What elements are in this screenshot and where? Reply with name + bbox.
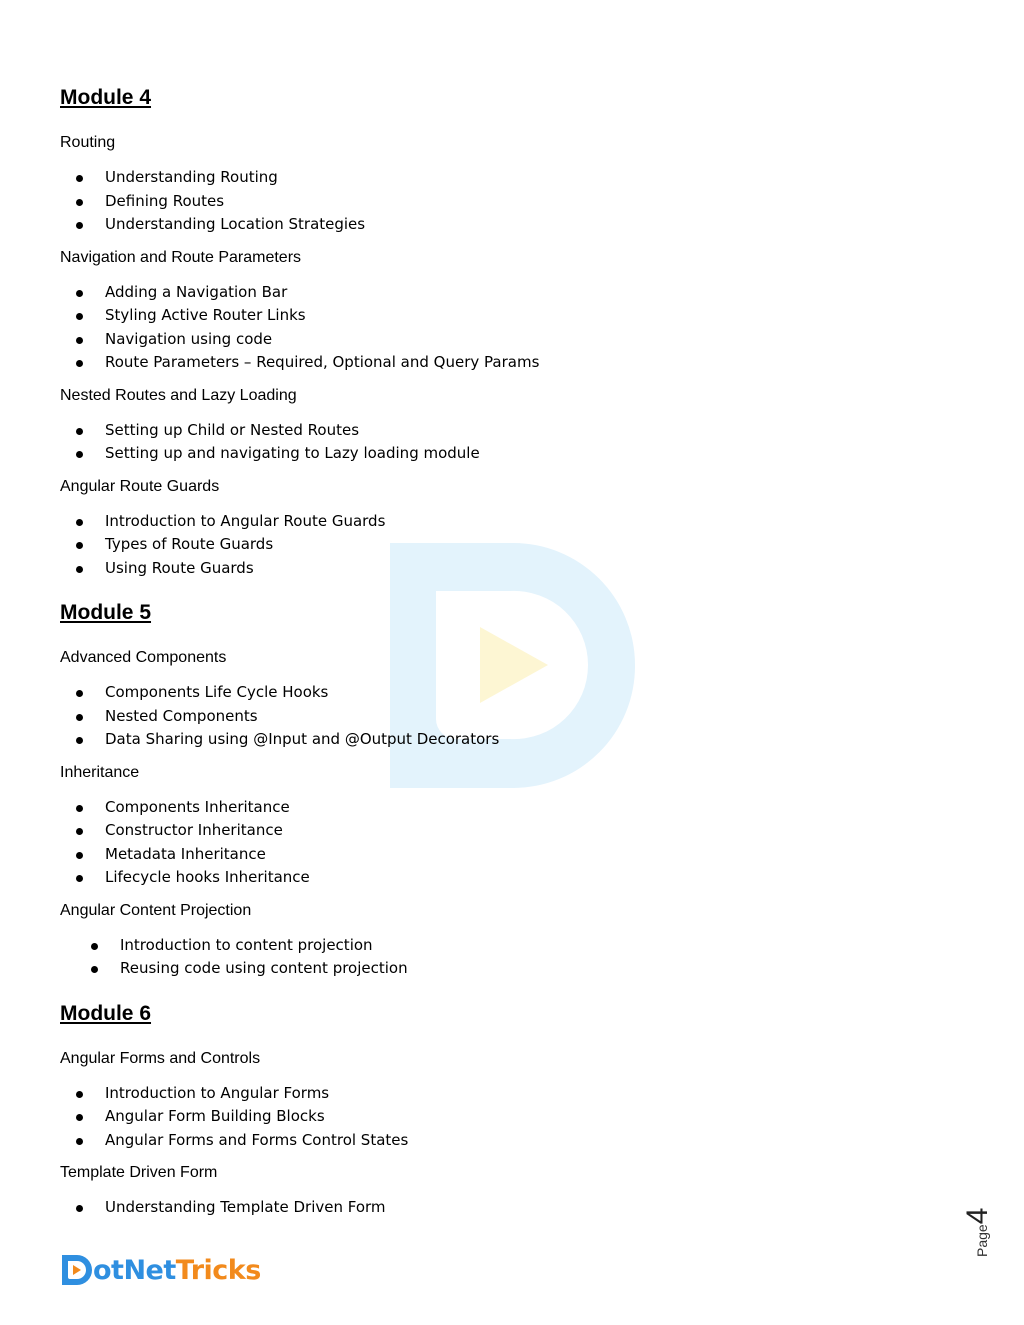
document-content bbox=[60, 84, 940, 1230]
list-item: Using Route Guards bbox=[60, 557, 940, 581]
section-title: Inheritance bbox=[60, 763, 140, 781]
bullet-list bbox=[60, 796, 940, 890]
list-item: Lifecycle hooks Inheritance bbox=[60, 866, 940, 890]
list-item: Setting up and navigating to Lazy loading module bbox=[60, 442, 940, 466]
bullet-list bbox=[60, 1082, 940, 1153]
module-4 bbox=[60, 84, 940, 580]
list-item: Understanding Location Strategies bbox=[60, 213, 940, 237]
list-item: Angular Form Building Blocks bbox=[60, 1105, 940, 1129]
list-item: Introduction to Angular Route Guards bbox=[60, 510, 940, 534]
list-item: Styling Active Router Links bbox=[60, 304, 940, 328]
section-title: Navigation and Route Parameters bbox=[60, 248, 302, 266]
section-title: Angular Route Guards bbox=[60, 477, 220, 495]
list-item: Introduction to Angular Forms bbox=[60, 1082, 940, 1106]
module-5 bbox=[60, 599, 940, 981]
module-title: Module 6 bbox=[60, 1001, 152, 1025]
list-item: Understanding Routing bbox=[60, 166, 940, 190]
section-title: Template Driven Form bbox=[60, 1164, 218, 1181]
list-item: Introduction to content projection bbox=[60, 934, 940, 958]
bullet-list bbox=[60, 419, 940, 466]
bullet-list bbox=[60, 510, 940, 581]
page-number bbox=[958, 1200, 998, 1260]
list-item: Components Inheritance bbox=[60, 796, 940, 820]
section-title: Angular Forms and Controls bbox=[60, 1049, 261, 1067]
section-title: Advanced Components bbox=[60, 649, 227, 666]
section-title: Routing bbox=[60, 134, 116, 151]
bullet-list bbox=[60, 1196, 940, 1220]
section-title: Nested Routes and Lazy Loading bbox=[60, 386, 297, 404]
bullet-list bbox=[60, 934, 940, 981]
dotnettricks-logo bbox=[62, 1252, 261, 1288]
list-item: Data Sharing using @Input and @Output Decorators bbox=[60, 728, 940, 752]
logo-text-part1: otNet bbox=[93, 1254, 176, 1286]
bullet-list bbox=[60, 681, 940, 752]
list-item: Components Life Cycle Hooks bbox=[60, 681, 940, 705]
bullet-list bbox=[60, 281, 940, 375]
list-item: Route Parameters – Required, Optional and Query Params bbox=[60, 351, 940, 375]
list-item: Navigation using code bbox=[60, 328, 940, 352]
section-title: Angular Content Projection bbox=[60, 901, 252, 919]
list-item: Defining Routes bbox=[60, 190, 940, 214]
list-item: Reusing code using content projection bbox=[60, 957, 940, 981]
logo-text bbox=[93, 1255, 261, 1286]
page-number-value: 4 bbox=[961, 1207, 994, 1225]
list-item: Angular Forms and Forms Control States bbox=[60, 1129, 940, 1153]
list-item: Types of Route Guards bbox=[60, 533, 940, 557]
module-title: Module 4 bbox=[60, 86, 152, 109]
module-6 bbox=[60, 1000, 940, 1220]
list-item: Metadata Inheritance bbox=[60, 843, 940, 867]
module-title: Module 5 bbox=[60, 601, 152, 624]
bullet-list bbox=[60, 166, 940, 237]
list-item: Constructor Inheritance bbox=[60, 819, 940, 843]
list-item: Adding a Navigation Bar bbox=[60, 281, 940, 305]
list-item: Setting up Child or Nested Routes bbox=[60, 419, 940, 443]
logo-d-play-icon bbox=[62, 1255, 92, 1285]
list-item: Understanding Template Driven Form bbox=[60, 1196, 940, 1220]
page-label: Page bbox=[974, 1224, 990, 1257]
logo-text-part2: Tricks bbox=[175, 1254, 261, 1286]
list-item: Nested Components bbox=[60, 705, 940, 729]
